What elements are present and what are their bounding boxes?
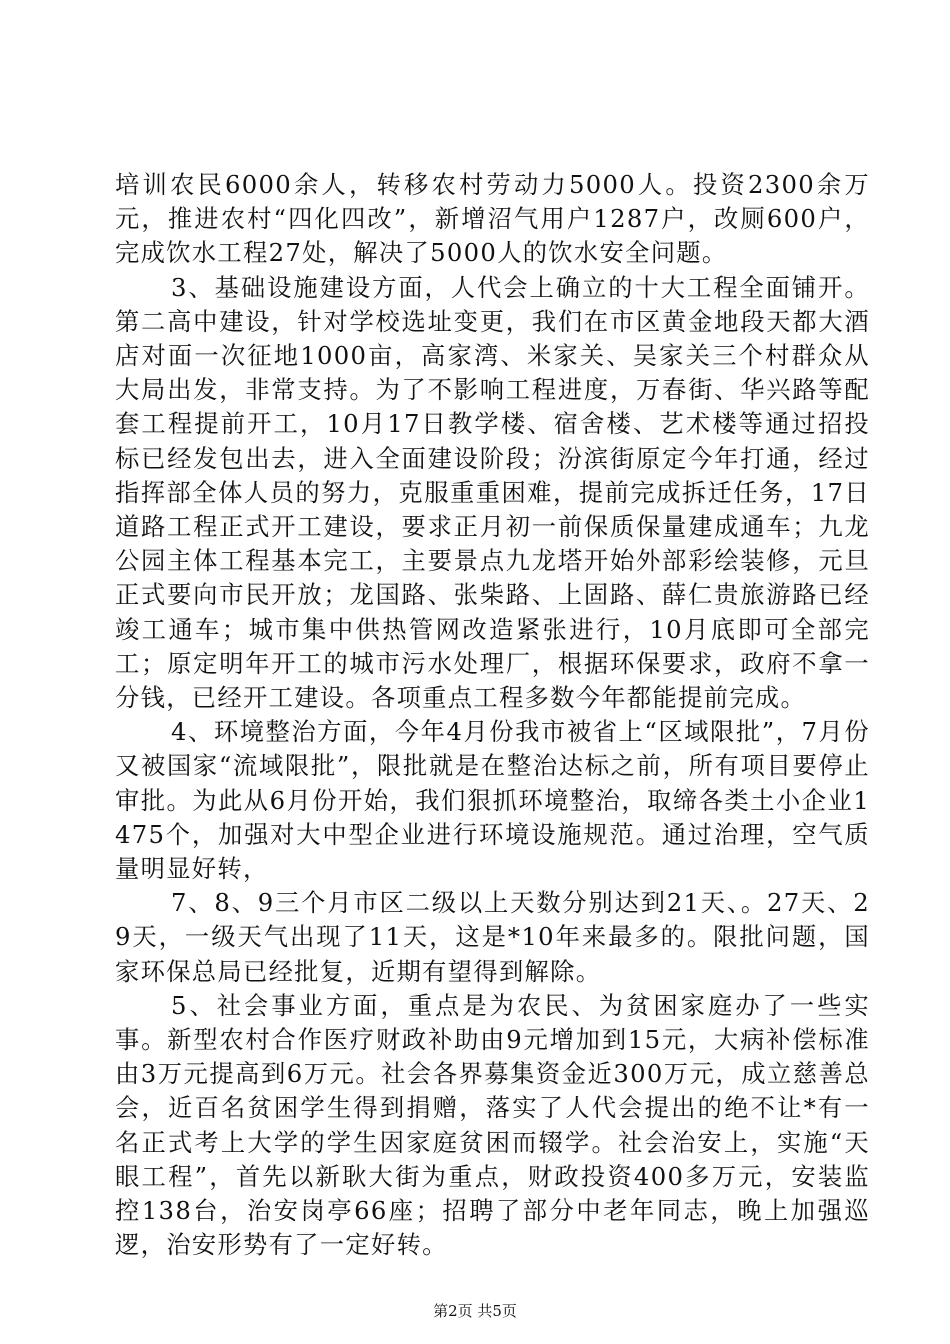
paragraph-air-quality: 7、8、9三个月市区二级以上天数分别达到21天、。27天、29天，一级天气出现了11天，这是*10年来最多的。限批问题，国家环保总局已经批复，近期有望得到解除。 xyxy=(115,888,870,986)
paragraph-environment: 4、环境整治方面，今年4月份我市被省上“区域限批”，7月份又被国家“流域限批”，限批就是在整治达标之前，所有项目要停止审批。为此从6月份开始，我们狠抓环境整治，取缔各类土小企业1475个，加强对大中型企业进行环境设施规范。通过治理，空气质量明显好转， xyxy=(115,717,870,884)
paragraph-continuation: 培训农民6000余人，转移农村劳动力5000人。投资2300余万元，推进农村“四化四改”，新增沼气用户1287户，改厕600户，完成饮水工程27处，解决了5000人的饮水安全问题。 xyxy=(115,170,870,268)
paragraph-infrastructure: 3、基础设施建设方面，人代会上确立的十大工程全面铺开。第二高中建设，针对学校选址变更，我们在市区黄金地段天都大酒店对面一次征地1000亩，高家湾、米家关、吴家关三个村群众从大局出发，非常支持。为了不影响工程进度，万春街、华兴路等配套工程提前开工，10月17日教学楼、宿舍楼、艺术楼等通过招投标已经发包出去，进入全面建设阶段；汾滨街原定今年打通，经过指挥部全体人员的努力，克服重重困难，提前完成拆迁任务，17日道路工程正式开工建设，要求正月初一前保质保量建成通车；九龙公园主体工程基本完工，主要景点九龙塔开始外部彩绘装修，元旦正式要向市民开放；龙国路、张柴路、上固路、薛仁贵旅游路已经竣工通车；城市集中供热管网改造紧张进行，10月底即可全部完工；原定明年开工的城市污水处理厂，根据环保要求，政府不拿一分钱，已经开工建设。各项重点工程多数今年都能提前完成。 xyxy=(115,272,870,713)
paragraph-social-affairs: 5、社会事业方面，重点是为农民、为贫困家庭办了一些实事。新型农村合作医疗财政补助由9元增加到15元，大病补偿标准由3万元提高到6万元。社会各界募集资金近300万元，成立慈善总会，近百名贫困学生得到捐赠，落实了人代会提出的绝不让*有一名正式考上大学的学生因家庭贫困而辍学。社会治安上，实施“天眼工程”，首先以新耿大街为重点，财政投资400多万元，安装监控138台，治安岗亭66座；招聘了部分中老年同志，晚上加强巡逻，治安形势有了一定好转。 xyxy=(115,990,870,1260)
page-number-footer: 第2页 共5页 xyxy=(433,1302,517,1320)
document-body xyxy=(115,168,870,1263)
